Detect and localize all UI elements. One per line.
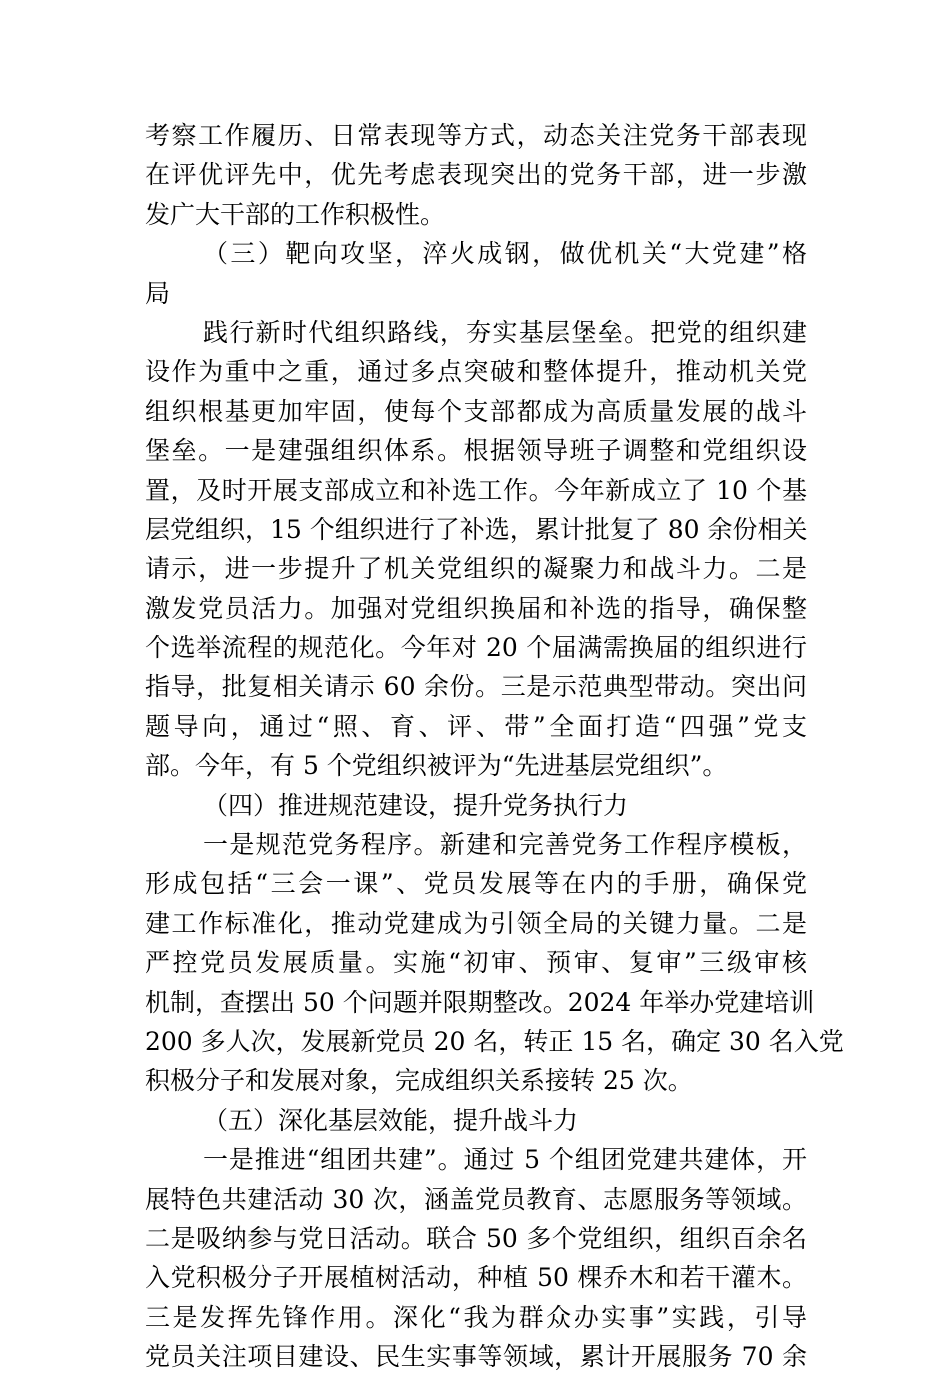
section-4-paragraph-line: 建工作标准化，推动党建成为引领全局的关键力量。二是 <box>145 908 807 938</box>
section-5-paragraph-line: 党员关注项目建设、民生实事等领域，累计开展服务 70 余 <box>145 1342 807 1372</box>
section-5-paragraph-line: 展特色共建活动 30 次，涵盖党员教育、志愿服务等领域。 <box>145 1184 807 1214</box>
intro-line: 在评优评先中，优先考虑表现突出的党务干部，进一步激 <box>145 160 807 190</box>
section-5-paragraph-line: 一是推进“组团共建”。通过 5 个组团党建共建体，开 <box>203 1145 807 1175</box>
section-3-paragraph-line: 请示，进一步提升了机关党组织的凝聚力和战斗力。二是 <box>145 554 807 584</box>
section-3-paragraph-line: 践行新时代组织路线，夯实基层堡垒。把党的组织建 <box>203 317 807 347</box>
section-3-paragraph-line: 堡垒。一是建强组织体系。根据领导班子调整和党组织设 <box>145 436 807 466</box>
section-4-heading: （四）推进规范建设，提升党务执行力 <box>203 790 629 820</box>
section-3-paragraph-line: 层党组织，15 个组织进行了补选，累计批复了 80 余份相关 <box>145 514 808 544</box>
section-3-paragraph-line: 激发党员活力。加强对党组织换届和补选的指导，确保整 <box>145 593 807 623</box>
section-5-paragraph-line: 入党积极分子开展植树活动，种植 50 棵乔木和若干灌木。 <box>145 1263 807 1293</box>
section-3-paragraph-line: 设作为重中之重，通过多点突破和整体提升，推动机关党 <box>145 357 807 387</box>
section-5-paragraph-line: 三是发挥先锋作用。深化“我为群众办实事”实践，引导 <box>145 1302 807 1332</box>
section-3-paragraph-line: 个选举流程的规范化。今年对 20 个届满需换届的组织进行 <box>145 633 807 663</box>
section-4-paragraph-line: 一是规范党务程序。新建和完善党务工作程序模板， <box>203 830 807 860</box>
section-3-heading: （三）靶向攻坚，淬火成钢，做优机关“大党建”格 <box>203 239 807 269</box>
section-3-paragraph-line: 部。今年，有 5 个党组织被评为“先进基层党组织”。 <box>145 751 728 781</box>
intro-line: 发广大干部的工作积极性。 <box>145 199 446 229</box>
section-3-paragraph-line: 题导向，通过“照、育、评、带”全面打造“四强”党支 <box>145 711 807 741</box>
section-5-paragraph-line: 二是吸纳参与党日活动。联合 50 多个党组织，组织百余名 <box>145 1223 807 1253</box>
section-4-paragraph-line: 积极分子和发展对象，完成组织关系接转 25 次。 <box>145 1066 693 1096</box>
section-4-paragraph-line: 机制，查摆出 50 个问题并限期整改。2024 年举办党建培训 <box>145 987 815 1017</box>
section-3-paragraph-line: 置，及时开展支部成立和补选工作。今年新成立了 10 个基 <box>145 475 807 505</box>
document-body <box>145 116 844 1377</box>
section-3-heading-cont: 局 <box>145 278 171 308</box>
intro-line: 考察工作履历、日常表现等方式，动态关注党务干部表现 <box>145 121 807 150</box>
section-4-paragraph-line: 形成包括“三会一课”、党员发展等在内的手册，确保党 <box>145 869 807 899</box>
section-3-paragraph-line: 组织根基更加牢固，使每个支部都成为高质量发展的战斗 <box>145 396 807 426</box>
section-4-paragraph-line: 严控党员发展质量。实施“初审、预审、复审”三级审核 <box>145 948 807 978</box>
section-3-paragraph-line: 指导，批复相关请示 60 余份。三是示范典型带动。突出问 <box>145 672 807 702</box>
section-5-heading: （五）深化基层效能，提升战斗力 <box>203 1105 579 1135</box>
section-4-paragraph-line: 200 多人次，发展新党员 20 名，转正 15 名，确定 30 名入党 <box>145 1026 844 1056</box>
